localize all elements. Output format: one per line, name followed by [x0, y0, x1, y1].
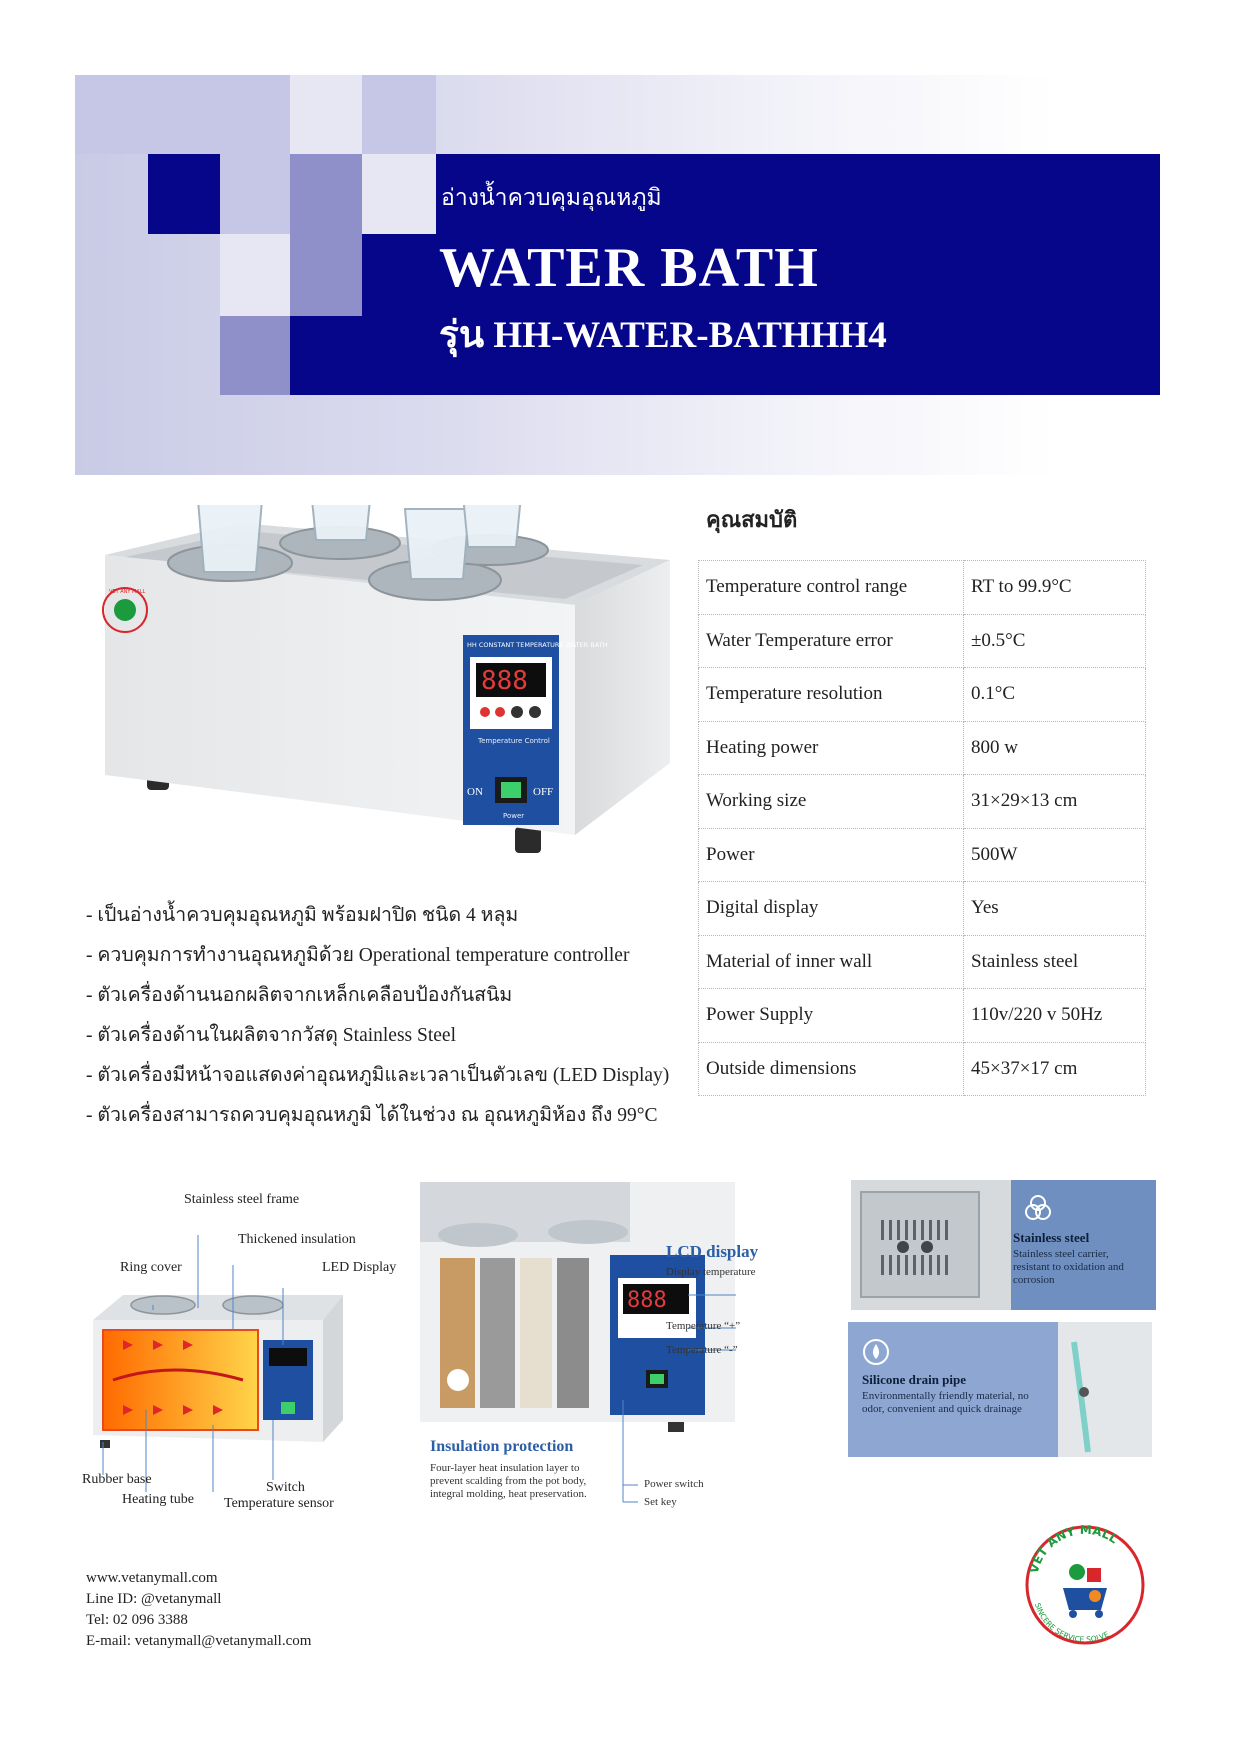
structure-diagram [78, 1180, 418, 1520]
brand-logo [1015, 1510, 1155, 1655]
spec-label: Power Supply [699, 989, 964, 1043]
table-row [699, 882, 1146, 936]
drain-title: Silicone drain pipe [862, 1372, 967, 1387]
spec-value: RT to 99.9°C [964, 561, 1146, 615]
spec-value: 45×37×17 cm [964, 1042, 1146, 1096]
label-thickened-insulation: Thickened insulation [238, 1232, 356, 1247]
label-temperature-sensor: Temperature sensor [224, 1496, 334, 1511]
label-heating-tube: Heating tube [122, 1492, 194, 1507]
line-id: Line ID: @vetanymall [86, 1591, 222, 1607]
svg-text:OFF: OFF [533, 786, 554, 798]
model-name: รุ่น HH-WATER-BATHHH4 [439, 315, 887, 356]
table-row [699, 828, 1146, 882]
svg-text:VET ANY MALL: VET ANY MALL [1026, 1522, 1121, 1575]
steel-text: Stainless steel carrier, resistant to oxidation and corrosion [1013, 1248, 1124, 1286]
list-item: - ตัวเครื่องมีหน้าจอแสดงค่าอุณหภูมิและเวลาเป็นตัวเลข (LED Display) [86, 1065, 670, 1086]
label-temp-minus: Temperature “-” [666, 1344, 738, 1356]
table-row [699, 721, 1146, 775]
stainless-steel-card [851, 1180, 1156, 1310]
website-link[interactable]: www.vetanymall.com [86, 1570, 218, 1586]
spec-value: 110v/220 v 50Hz [964, 989, 1146, 1043]
label-ring-cover: Ring cover [120, 1260, 182, 1275]
spec-value: 800 w [964, 721, 1146, 775]
table-row [699, 1042, 1146, 1096]
list-item: - ควบคุมการทำงานอุณหภูมิด้วย Operational temperature controller [86, 945, 630, 966]
panel-diagram [418, 1180, 848, 1525]
svg-text:VET ANY MALL: VET ANY MALL [109, 589, 146, 595]
spec-label: Temperature resolution [699, 668, 964, 722]
svg-text:Temperature Control: Temperature Control [478, 737, 550, 745]
drain-text: Environmentally friendly material, no odor, convenient and quick drainage [862, 1390, 1029, 1415]
spec-table [698, 560, 1146, 1096]
spec-label: Outside dimensions [699, 1042, 964, 1096]
list-item: - ตัวเครื่องสามารถควบคุมอุณหภูมิ ได้ในช่วง ณ อุณหภูมิห้อง ถึง 99°C [86, 1105, 658, 1126]
spec-value: 31×29×13 cm [964, 775, 1146, 829]
table-row [699, 614, 1146, 668]
email-link[interactable]: E-mail: vetanymall@vetanymall.com [86, 1633, 312, 1649]
label-power-switch: Power switch [644, 1478, 704, 1490]
label-rubber-base: Rubber base [82, 1472, 152, 1487]
lcd-title: LCD display [666, 1242, 759, 1261]
spec-label: Digital display [699, 882, 964, 936]
label-stainless-frame: Stainless steel frame [184, 1192, 300, 1207]
spec-value: ±0.5°C [964, 614, 1146, 668]
spec-label: Heating power [699, 721, 964, 775]
label-led-display: LED Display [322, 1260, 397, 1275]
svg-text:888: 888 [627, 1288, 667, 1313]
list-item: - เป็นอ่างน้ำควบคุมอุณหภูมิ พร้อมฝาปิด ชนิด 4 หลุม [86, 905, 519, 926]
steel-title: Stainless steel [1013, 1230, 1090, 1245]
spec-heading: คุณสมบัติ [706, 507, 798, 532]
drop-icon [862, 1338, 890, 1366]
spec-label: Material of inner wall [699, 935, 964, 989]
label-switch: Switch [266, 1480, 305, 1495]
product-image [95, 505, 685, 870]
table-row [699, 668, 1146, 722]
label-set-key: Set key [644, 1496, 677, 1508]
list-item: - ตัวเครื่องด้านนอกผลิตจากเหล็กเคลือบป้องกันสนิม [86, 985, 513, 1006]
svg-text:Power: Power [503, 812, 525, 820]
contact-info [86, 1568, 311, 1652]
svg-text:HH CONSTANT TEMPERATURE WATER: HH CONSTANT TEMPERATURE WATER BATH [467, 641, 608, 649]
insulation-title: Insulation protection [430, 1438, 574, 1455]
spec-value: 500W [964, 828, 1146, 882]
label-temp-plus: Temperature “+” [666, 1320, 741, 1332]
list-item: - ตัวเครื่องด้านในผลิตจากวัสดุ Stainless Steel [86, 1025, 457, 1046]
table-row [699, 989, 1146, 1043]
label-display-temperature: Display temperature [666, 1266, 756, 1278]
page-title: WATER BATH [439, 237, 819, 299]
spec-value: Yes [964, 882, 1146, 936]
insulation-text: Four-layer heat insulation layer to prevent scalding from the pot body, integral molding, heat preservation. [430, 1462, 587, 1500]
drain-pipe-card [848, 1322, 1152, 1457]
svg-text:ON: ON [467, 786, 483, 798]
steel-icon [1023, 1194, 1053, 1224]
table-row [699, 561, 1146, 615]
spec-value: Stainless steel [964, 935, 1146, 989]
table-row [699, 935, 1146, 989]
spec-label: Water Temperature error [699, 614, 964, 668]
spec-value: 0.1°C [964, 668, 1146, 722]
feature-list [86, 896, 669, 1136]
table-row [699, 775, 1146, 829]
spec-label: Temperature control range [699, 561, 964, 615]
telephone: Tel: 02 096 3388 [86, 1612, 188, 1628]
spec-label: Power [699, 828, 964, 882]
svg-text:SINCERE SERVICE SOLVE: SINCERE SERVICE SOLVE [1032, 1601, 1111, 1645]
spec-label: Working size [699, 775, 964, 829]
header-subtitle: อ่างน้ำควบคุมอุณหภูมิ [441, 185, 662, 210]
display-digits: 888 [481, 666, 528, 696]
